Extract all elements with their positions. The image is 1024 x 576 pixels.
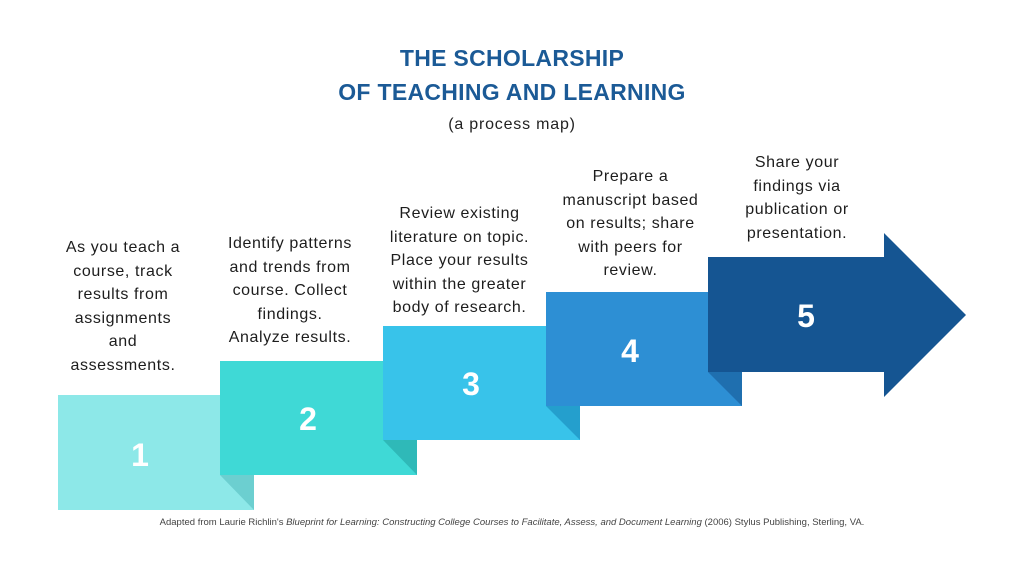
step-5-description	[722, 151, 872, 245]
step-2-description	[210, 232, 370, 350]
step-5-line: presentation.	[746, 224, 848, 242]
step-2-line: findings.	[257, 305, 323, 323]
step-3-line: literature on topic.	[389, 228, 530, 246]
step-1-line: assessments.	[70, 356, 176, 374]
step-2-number: 2	[299, 401, 317, 437]
step-4-line: with peers for	[578, 238, 683, 256]
step-3-number: 3	[462, 366, 480, 402]
step-2-line: Identify patterns	[227, 235, 353, 252]
step-3-description	[372, 202, 547, 320]
step-4-line: manuscript based	[562, 191, 699, 209]
step-5-number: 5	[797, 298, 815, 334]
source-citation	[0, 517, 1024, 528]
step-2-line: and trends from	[229, 258, 351, 276]
step-4-description	[548, 165, 713, 283]
step-1-description	[48, 236, 198, 377]
citation-book-title: Blueprint for Learning: Constructing College Courses to Facilitate, Assess, and Document Learning	[286, 517, 702, 528]
step-1-line: results from	[77, 286, 169, 303]
step-1-number: 1	[131, 437, 149, 473]
step-1-line: assignments	[74, 309, 172, 327]
step-4-number: 4	[621, 333, 639, 369]
step-4-line: review.	[603, 262, 658, 279]
step-1-line: course, track	[73, 262, 173, 280]
title-line-2: OF TEACHING AND LEARNING	[338, 79, 686, 105]
citation-suffix: (2006) Stylus Publishing, Sterling, VA.	[701, 517, 865, 528]
step-3-line: Place your results	[390, 252, 529, 269]
step-4-line: Prepare a	[592, 168, 669, 185]
title-line-1: THE SCHOLARSHIP	[399, 45, 625, 71]
step-1-line: As you teach a	[65, 239, 181, 256]
step-5-arrow	[708, 233, 966, 397]
step-5-line: publication or	[745, 201, 849, 218]
step-2-line: course. Collect	[232, 282, 348, 299]
step-1-line: and	[108, 333, 138, 350]
step-3-line: body of research.	[392, 299, 527, 316]
subtitle: (a process map)	[448, 116, 576, 133]
citation-prefix: Adapted from Laurie Richlin's	[159, 517, 287, 528]
step-5-line: Share your	[754, 154, 840, 171]
step-4-line: on results; share	[566, 215, 695, 232]
step-3-line: Review existing	[399, 205, 520, 222]
step-3-line: within the greater	[392, 275, 527, 293]
step-5-line: findings via	[753, 177, 841, 195]
step-2-line: Analyze results.	[228, 329, 352, 346]
